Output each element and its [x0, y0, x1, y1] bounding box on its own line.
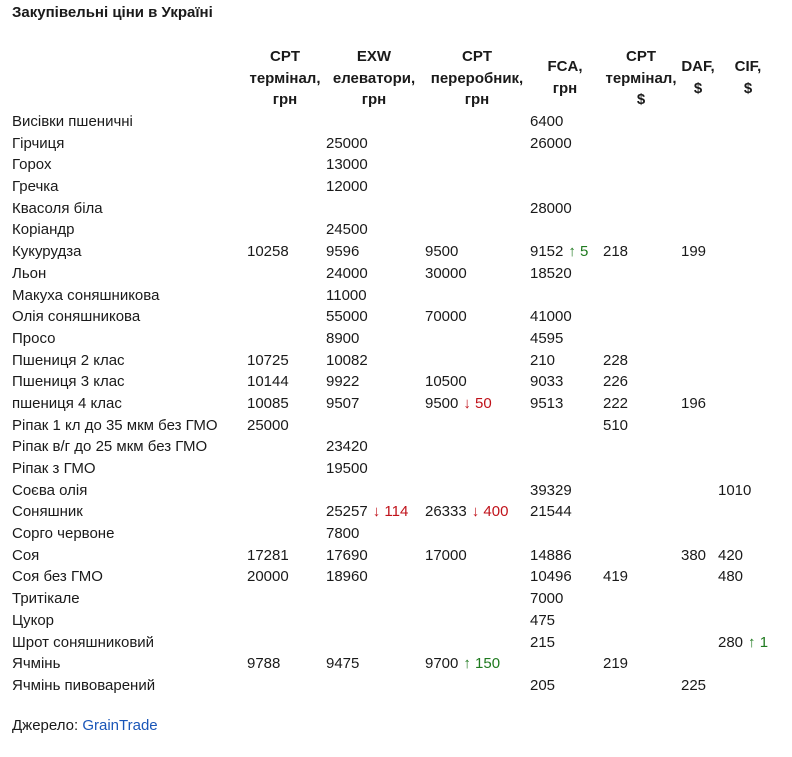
price-cell-exw-elevators-uah: [326, 523, 359, 545]
price-cell-cpt-terminal-uah: [247, 371, 289, 393]
price-value: 420: [718, 546, 744, 564]
price-value: 9700: [425, 655, 459, 673]
price-value: 510: [603, 416, 629, 434]
table-row: [0, 306, 792, 328]
table-row: [0, 393, 792, 415]
price-cell-fca-uah: [530, 111, 563, 133]
price-value: 26000: [530, 134, 572, 152]
price-value: 24500: [326, 221, 368, 239]
price-cell-cpt-processor-uah: [425, 241, 458, 263]
price-value: 9152: [530, 243, 564, 261]
price-cell-cpt-processor-uah: [425, 371, 467, 393]
commodity-name: Гірчиця: [12, 134, 65, 152]
commodity-name: Просо: [12, 329, 56, 347]
commodity-name: Ріпак в/г до 25 мкм без ГМО: [12, 438, 208, 456]
price-value: 8900: [326, 329, 360, 347]
price-change-down: ↓ 400: [471, 503, 509, 521]
commodity-name: Соя: [12, 546, 40, 564]
price-cell-fca-uah: [530, 241, 588, 263]
price-value: 7000: [530, 590, 564, 608]
price-change-down: ↓ 114: [372, 503, 409, 521]
price-value: 9033: [530, 373, 564, 391]
column-header-exw-elevators-uah: EXW елеватори, грн: [332, 48, 416, 108]
table-row: [0, 523, 792, 545]
price-value: 13000: [326, 156, 368, 174]
source-line: [12, 717, 158, 734]
price-cell-cpt-terminal-usd: [603, 653, 628, 675]
price-value: 419: [603, 568, 629, 586]
price-value: 30000: [425, 264, 467, 282]
price-value: 199: [681, 243, 707, 261]
price-cell-fca-uah: [530, 480, 572, 502]
table-row: [0, 133, 792, 155]
price-value: 21544: [530, 503, 572, 521]
price-cell-cpt-processor-uah: [425, 545, 467, 567]
commodity-name: Ячмінь пивоварений: [12, 676, 156, 694]
table-row: [0, 415, 792, 437]
price-value: 9513: [530, 394, 564, 412]
table-row: [0, 263, 792, 285]
price-cell-exw-elevators-uah: [326, 350, 368, 372]
price-value: 1010: [718, 481, 752, 499]
price-value: 9788: [247, 655, 281, 673]
commodity-name: Висівки пшеничні: [12, 113, 133, 130]
price-cell-exw-elevators-uah: [326, 436, 368, 458]
price-change-down: ↓ 50: [463, 394, 492, 412]
price-cell-exw-elevators-uah: [326, 371, 359, 393]
price-cell-exw-elevators-uah: [326, 154, 368, 176]
price-value: 280: [718, 633, 744, 651]
column-header-cpt-processor-uah: CPT переробник, грн: [430, 48, 524, 108]
price-cell-cpt-terminal-usd: [603, 415, 628, 437]
price-cell-exw-elevators-uah: [326, 263, 368, 285]
price-value: 7800: [326, 525, 360, 543]
price-value: 18520: [530, 264, 572, 282]
price-cell-cpt-terminal-uah: [247, 393, 289, 415]
price-value: 9596: [326, 243, 360, 261]
price-cell-daf-usd: [681, 675, 706, 697]
commodity-name: Соєва олія: [12, 481, 88, 499]
column-header-cpt-terminal-usd: CPT термінал, $: [605, 48, 677, 108]
price-value: 226: [603, 373, 629, 391]
price-cell-fca-uah: [530, 328, 563, 350]
price-cell-cpt-processor-uah: [425, 653, 500, 675]
commodity-name: Гречка: [12, 178, 59, 196]
price-cell-fca-uah: [530, 350, 555, 372]
price-value: 14886: [530, 546, 572, 564]
price-cell-cpt-processor-uah: [425, 393, 492, 415]
price-value: 215: [530, 633, 556, 651]
price-value: 222: [603, 394, 629, 412]
price-cell-cpt-processor-uah: [425, 263, 467, 285]
price-value: 225: [681, 676, 707, 694]
price-cell-cpt-terminal-usd: [603, 393, 628, 415]
price-cell-fca-uah: [530, 198, 572, 220]
commodity-name: Цукор: [12, 611, 55, 629]
table-row: [0, 436, 792, 458]
table-row: [0, 632, 792, 654]
price-value: 9500: [425, 394, 459, 412]
price-cell-exw-elevators-uah: [326, 241, 359, 263]
price-value: 10258: [247, 243, 289, 261]
source-link[interactable]: GrainTrade: [82, 717, 158, 734]
price-value: 480: [718, 568, 744, 586]
price-cell-cif-usd: [718, 480, 751, 502]
commodity-name: Кукурудза: [12, 243, 82, 261]
price-value: 24000: [326, 264, 368, 282]
price-value: 17000: [425, 546, 467, 564]
price-value: 55000: [326, 308, 368, 326]
table-row: [0, 458, 792, 480]
price-value: 9475: [326, 655, 360, 673]
table-row: [0, 198, 792, 220]
price-value: 23420: [326, 438, 368, 456]
price-cell-cpt-terminal-usd: [603, 241, 628, 263]
column-header-fca-uah: FCA, грн: [547, 58, 583, 97]
table-row: [0, 350, 792, 372]
price-cell-exw-elevators-uah: [326, 458, 368, 480]
price-cell-fca-uah: [530, 675, 555, 697]
price-cell-exw-elevators-uah: [326, 133, 368, 155]
price-value: 20000: [247, 568, 289, 586]
price-value: 41000: [530, 308, 572, 326]
price-value: 475: [530, 611, 556, 629]
price-value: 17690: [326, 546, 368, 564]
table-row: [0, 371, 792, 393]
price-value: 10144: [247, 373, 289, 391]
table-row: [0, 111, 792, 133]
price-value: 4595: [530, 329, 564, 347]
price-value: 9500: [425, 243, 459, 261]
table-row: [0, 501, 792, 523]
price-cell-exw-elevators-uah: [326, 545, 368, 567]
price-value: 26333: [425, 503, 467, 521]
price-change-up: ↑ 1: [748, 633, 769, 651]
price-cell-cpt-terminal-uah: [247, 415, 289, 437]
price-cell-exw-elevators-uah: [326, 501, 408, 523]
price-change-up: ↑ 150: [463, 655, 501, 673]
commodity-name: Ріпак 1 кл до 35 мкм без ГМО: [12, 416, 218, 434]
price-cell-fca-uah: [530, 588, 563, 610]
column-header-cpt-terminal-uah: CPT термінал, грн: [249, 48, 321, 108]
page-title: Закупівельні ціни в Україні: [12, 4, 213, 21]
price-cell-fca-uah: [530, 545, 572, 567]
price-cell-daf-usd: [681, 393, 706, 415]
table-row: [0, 285, 792, 307]
table-row: [0, 480, 792, 502]
commodity-name: Горох: [12, 156, 52, 174]
price-cell-exw-elevators-uah: [326, 328, 359, 350]
price-change-up: ↑ 5: [568, 243, 589, 261]
table-row: [0, 588, 792, 610]
price-cell-cpt-terminal-usd: [603, 371, 628, 393]
price-value: 25000: [247, 416, 289, 434]
price-cell-fca-uah: [530, 393, 563, 415]
price-value: 11000: [326, 286, 367, 304]
commodity-name: Пшениця 2 клас: [12, 351, 125, 369]
table-row: [0, 675, 792, 697]
table-row: [0, 566, 792, 588]
commodity-name: Ріпак з ГМО: [12, 460, 96, 477]
price-value: 228: [603, 351, 629, 369]
price-value: 12000: [326, 178, 368, 196]
price-cell-daf-usd: [681, 545, 706, 567]
price-value: 70000: [425, 308, 467, 326]
commodity-name: Шрот соняшниковий: [12, 633, 155, 651]
price-cell-cpt-processor-uah: [425, 306, 467, 328]
commodity-name: Сорго червоне: [12, 525, 115, 543]
price-cell-cpt-processor-uah: [425, 501, 508, 523]
price-value: 28000: [530, 199, 572, 217]
price-cell-cpt-terminal-usd: [603, 350, 628, 372]
price-cell-exw-elevators-uah: [326, 393, 359, 415]
price-value: 17281: [247, 546, 289, 564]
price-cell-cpt-terminal-usd: [603, 566, 628, 588]
price-cell-fca-uah: [530, 133, 572, 155]
price-value: 219: [603, 655, 629, 673]
price-cell-cpt-terminal-uah: [247, 241, 289, 263]
commodity-name: Пшениця 3 клас: [12, 373, 125, 391]
commodity-name: Олія соняшникова: [12, 308, 141, 326]
price-cell-cif-usd: [718, 545, 743, 567]
price-cell-cif-usd: [718, 566, 743, 588]
commodity-name: Соя без ГМО: [12, 568, 103, 586]
price-cell-fca-uah: [530, 306, 572, 328]
price-cell-fca-uah: [530, 610, 555, 632]
price-cell-cpt-terminal-uah: [247, 545, 289, 567]
price-value: 39329: [530, 481, 572, 499]
table-row: [0, 241, 792, 263]
commodity-name: Коріандр: [12, 221, 75, 239]
price-value: 218: [603, 243, 629, 261]
table-row: [0, 219, 792, 241]
price-value: 25000: [326, 134, 368, 152]
table-row: [0, 328, 792, 350]
column-header-daf-usd: DAF, $: [681, 58, 715, 97]
price-value: 25257: [326, 503, 368, 521]
commodity-name: Тритікале: [12, 590, 80, 608]
price-cell-exw-elevators-uah: [326, 306, 368, 328]
source-label: Джерело:: [12, 717, 79, 734]
commodity-name: Квасоля біла: [12, 199, 103, 217]
price-value: 10725: [247, 351, 289, 369]
price-cell-exw-elevators-uah: [326, 653, 359, 675]
price-value: 10085: [247, 394, 289, 412]
price-cell-exw-elevators-uah: [326, 566, 368, 588]
price-cell-exw-elevators-uah: [326, 176, 368, 198]
commodity-name: пшениця 4 клас: [12, 394, 122, 412]
price-value: 10496: [530, 568, 572, 586]
table-row: [0, 610, 792, 632]
price-value: 18960: [326, 568, 368, 586]
price-value: 10082: [326, 351, 368, 369]
price-cell-cpt-terminal-uah: [247, 350, 289, 372]
table-row: [0, 154, 792, 176]
price-cell-cpt-terminal-uah: [247, 566, 289, 588]
price-cell-daf-usd: [681, 241, 706, 263]
price-cell-fca-uah: [530, 371, 563, 393]
price-cell-fca-uah: [530, 632, 555, 654]
commodity-name: Соняшник: [12, 503, 83, 521]
price-value: 205: [530, 676, 556, 694]
price-value: 10500: [425, 373, 467, 391]
column-header-cif-usd: CIF, $: [734, 58, 762, 97]
table-row: [0, 545, 792, 567]
price-value: 210: [530, 351, 556, 369]
price-table: [0, 111, 792, 697]
commodity-name: Макуха соняшникова: [12, 286, 160, 304]
price-value: 9507: [326, 394, 360, 412]
price-value: 6400: [530, 113, 564, 130]
price-value: 196: [681, 394, 707, 412]
table-row: [0, 653, 792, 675]
price-value: 380: [681, 546, 707, 564]
table-row: [0, 176, 792, 198]
price-value: 19500: [326, 460, 368, 477]
price-cell-exw-elevators-uah: [326, 285, 367, 307]
price-cell-cif-usd: [718, 632, 768, 654]
price-cell-exw-elevators-uah: [326, 219, 368, 241]
table-header: [0, 46, 792, 112]
commodity-name: Льон: [12, 264, 47, 282]
price-cell-fca-uah: [530, 501, 572, 523]
price-cell-fca-uah: [530, 263, 572, 285]
price-cell-fca-uah: [530, 566, 572, 588]
price-value: 9922: [326, 373, 360, 391]
commodity-name: Ячмінь: [12, 655, 61, 673]
price-cell-cpt-terminal-uah: [247, 653, 280, 675]
